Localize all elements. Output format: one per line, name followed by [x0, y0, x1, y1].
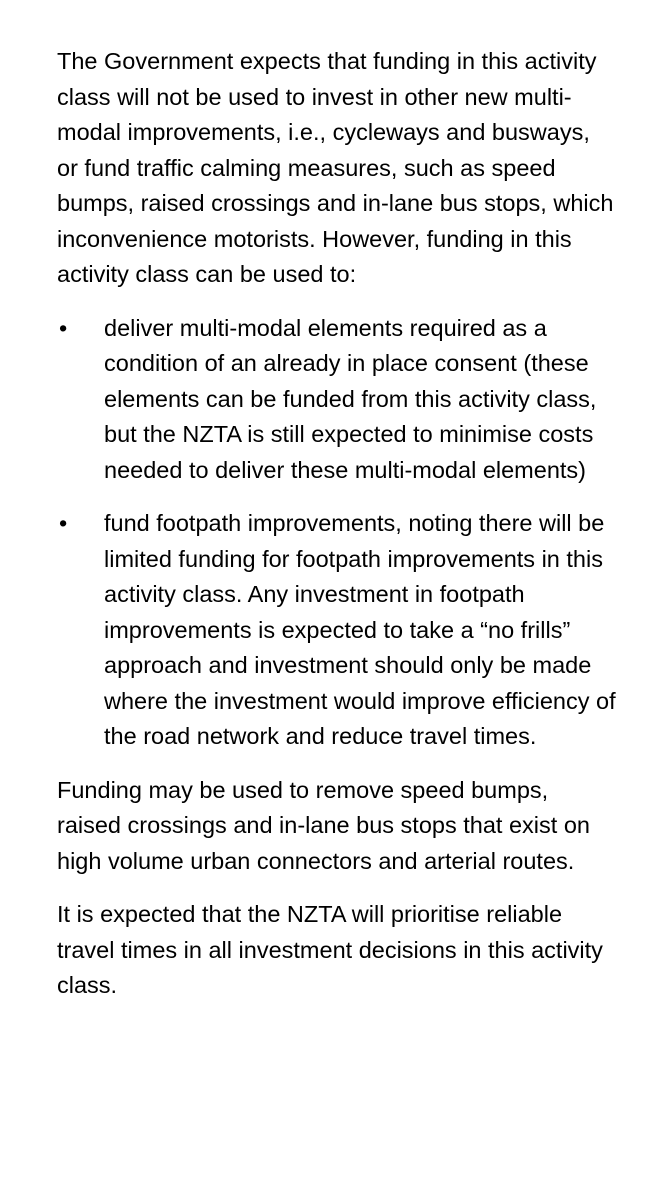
bullet-icon: • [59, 314, 68, 341]
intro-paragraph: The Government expects that funding in this activity class will not be used to invest in other new multi-modal improvements, i.e., cycleways and busways, or fund traffic calming measures, such as speed bumps, raised crossings and in-lane bus stops, which inconvenience motorists. However, funding in this activity class can be used to: [57, 48, 614, 287]
bullet-list [57, 311, 617, 755]
priority-paragraph: It is expected that the NZTA will prioritise reliable travel times in all investment decisions in this activity class. [57, 901, 603, 998]
funding-paragraph: Funding may be used to remove speed bumps, raised crossings and in-lane bus stops that exist on high volume urban connectors and arterial routes. [57, 776, 590, 874]
bullet-text: fund footpath improvements, noting there will be limited funding for footpath improvements in this activity class. Any investment in footpath improvements is expected to take a “no frills” approach and investment should only be made where the investment would improve efficiency of the road network and reduce travel times. [104, 510, 616, 749]
document-page [57, 44, 617, 1004]
bullet-text: deliver multi-modal elements required as a condition of an already in place consent (these elements can be funded from this activity class, but the NZTA is still expected to minimise costs needed to deliver these multi-modal elements) [104, 314, 597, 483]
list-item [57, 311, 617, 489]
bullet-icon: • [59, 510, 68, 536]
list-item [57, 506, 617, 755]
